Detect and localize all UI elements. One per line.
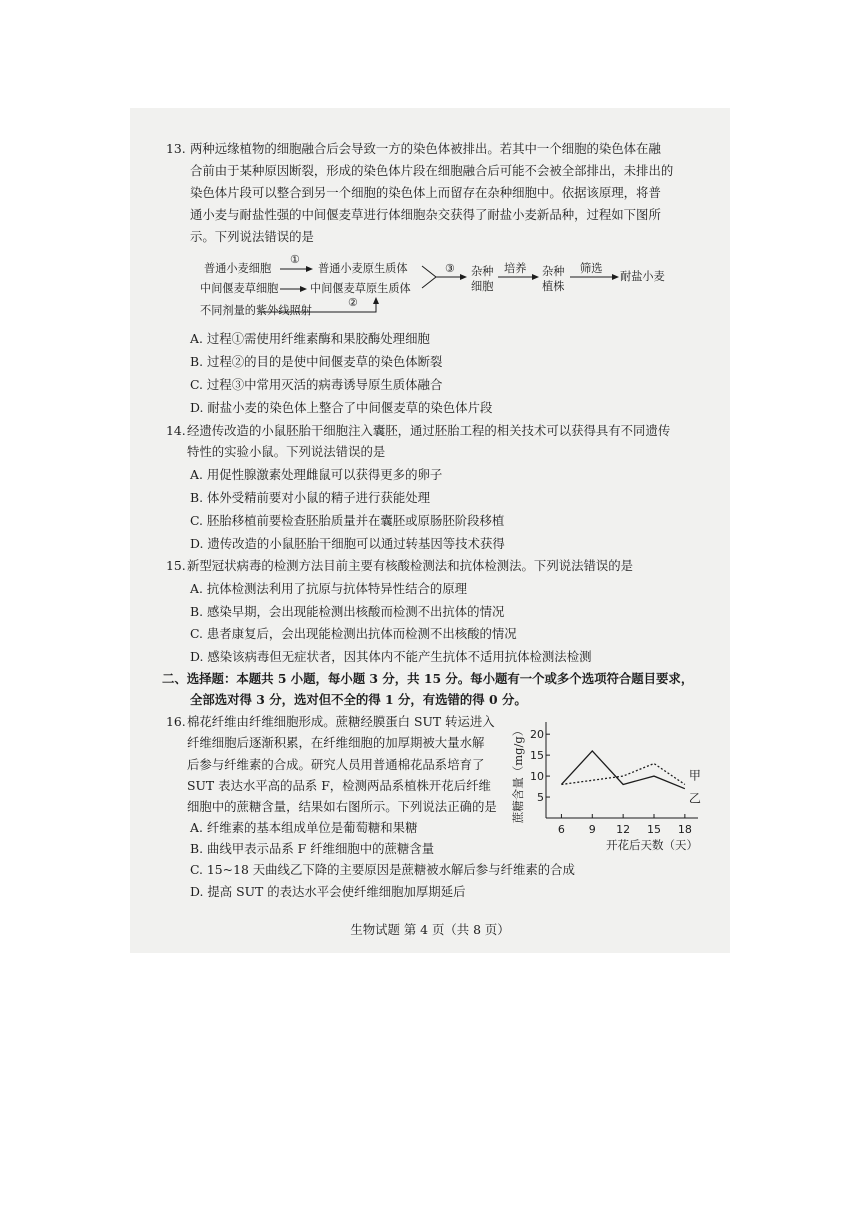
series-label-yi: 乙 xyxy=(688,791,701,806)
section2-heading-line-2: 全部选对得 3 分，选对但不全的得 1 分，有选错的得 0 分。 xyxy=(190,692,527,707)
q14-option-b: B. 体外受精前要对小鼠的精子进行获能处理 xyxy=(190,490,431,505)
x-tick-label: 18 xyxy=(677,823,692,836)
x-axis-label: 开花后天数（天） xyxy=(606,838,698,852)
flow-wheat-protoplast: 普通小麦原生质体 xyxy=(318,262,408,275)
flow-hybrid-cell-1: 杂种 xyxy=(471,265,494,278)
q15-option-a: A. 抗体检测法利用了抗原与抗体特异性结合的原理 xyxy=(190,581,468,596)
flow-grass-cell: 中间偃麦草细胞 xyxy=(200,282,279,295)
q14-stem-line-1: 经遗传改造的小鼠胚胎干细胞注入囊胚，通过胚胎工程的相关技术可以获得具有不同遗传 xyxy=(187,423,671,438)
flow-step3: ③ xyxy=(445,262,456,275)
q13-number: 13. xyxy=(166,141,186,156)
flow-hybrid-plant-1: 杂种 xyxy=(542,265,565,278)
flow-step1: ① xyxy=(290,253,301,266)
q13-option-d: D. 耐盐小麦的染色体上整合了中间偃麦草的染色体片段 xyxy=(190,400,493,415)
q15-option-c: C. 患者康复后，会出现能检测出抗体而检测不出核酸的情况 xyxy=(190,626,517,641)
q16-option-c: C. 15~18 天曲线乙下降的主要原因是蔗糖被水解后参与纤维素的合成 xyxy=(190,862,575,877)
flow-step2: ② xyxy=(348,296,359,309)
q13-option-b: B. 过程②的目的是使中间偃麦草的染色体断裂 xyxy=(190,354,443,369)
sucrose-line-chart xyxy=(510,708,710,858)
q13-stem-line-4: 通小麦与耐盐性强的中间偃麦草进行体细胞杂交获得了耐盐小麦新品种，过程如下图所 xyxy=(190,207,661,222)
flow-culture: 培养 xyxy=(504,262,527,275)
y-tick-label: 10 xyxy=(530,770,544,784)
q16-option-b: B. 曲线甲表示品系 F 纤维细胞中的蔗糖含量 xyxy=(190,841,435,856)
x-tick-label: 12 xyxy=(616,823,631,836)
q14-option-a: A. 用促性腺激素处理雌鼠可以获得更多的卵子 xyxy=(190,467,443,482)
exam-page xyxy=(130,108,730,953)
series-line-yi xyxy=(561,751,684,789)
y-tick-label: 5 xyxy=(537,791,544,805)
y-axis-label: 蔗糖含量（mg/g） xyxy=(511,724,525,824)
q14-option-c: C. 胚胎移植前要检查胚胎质量并在囊胚或原肠胚阶段移植 xyxy=(190,513,505,528)
q15-stem-line-1: 新型冠状病毒的检测方法目前主要有核酸检测法和抗体检测法。下列说法错误的是 xyxy=(187,558,634,573)
q13-stem-line-3: 染色体片段可以整合到另一个细胞的染色体上而留存在杂种细胞中。依据该原理，将普 xyxy=(190,185,661,200)
series-label-jia: 甲 xyxy=(688,768,701,783)
flow-screen: 筛选 xyxy=(580,262,603,275)
q14-option-d: D. 遗传改造的小鼠胚胎干细胞可以通过转基因等技术获得 xyxy=(190,536,505,551)
q14-stem-line-2: 特性的实验小鼠。下列说法错误的是 xyxy=(187,444,386,459)
x-tick-label: 15 xyxy=(647,823,661,836)
flow-grass-protoplast: 中间偃麦草原生质体 xyxy=(310,282,411,295)
x-tick-label: 9 xyxy=(588,823,596,836)
q15-option-d: D. 感染该病毒但无症状者，因其体内不能产生抗体不适用抗体检测法检测 xyxy=(190,649,592,664)
y-tick-label: 20 xyxy=(530,728,544,742)
q16-stem-line-4: SUT 表达水平高的品系 F，检测两品系植株开花后纤维 xyxy=(187,778,491,793)
page-footer: 生物试题 第 4 页（共 8 页） xyxy=(350,922,510,937)
flow-result: 耐盐小麦 xyxy=(620,270,665,283)
q16-option-d: D. 提高 SUT 的表达水平会使纤维细胞加厚期延后 xyxy=(190,884,466,899)
q13-stem-line-1: 两种远缘植物的细胞融合后会导致一方的染色体被排出。若其中一个细胞的染色体在融 xyxy=(190,141,661,156)
flow-uv: 不同剂量的紫外线照射 xyxy=(200,304,312,317)
section2-heading-line-1: 二、选择题：本题共 5 小题，每小题 3 分，共 15 分。每小题有一个或多个选项符合题目要求， xyxy=(162,671,694,686)
flow-wheat-cell: 普通小麦细胞 xyxy=(204,262,272,275)
q13-stem-line-5: 示。下列说法错误的是 xyxy=(190,229,314,244)
flow-hybrid-plant-2: 植株 xyxy=(542,280,565,293)
flow-hybrid-cell-2: 细胞 xyxy=(471,280,494,293)
q13-stem-line-2: 合前由于某种原因断裂，形成的染色体片段在细胞融合后可能不会被全部排出，未排出的 xyxy=(190,163,674,178)
q16-number: 16. xyxy=(166,714,186,729)
q15-number: 15. xyxy=(166,558,186,573)
q16-stem-line-1: 棉花纤维由纤维细胞形成。蔗糖经膜蛋白 SUT 转运进入 xyxy=(187,714,495,729)
q16-option-a: A. 纤维素的基本组成单位是葡萄糖和果糖 xyxy=(190,820,418,835)
q16-stem-line-2: 纤维细胞后逐渐积累，在纤维细胞的加厚期被大量水解 xyxy=(187,735,485,750)
q16-stem-line-3: 后参与纤维素的合成。研究人员用普通棉花品系培育了 xyxy=(187,757,485,772)
x-tick-label: 6 xyxy=(557,823,565,836)
q13-option-c: C. 过程③中常用灭活的病毒诱导原生质体融合 xyxy=(190,377,443,392)
y-tick-label: 15 xyxy=(530,749,544,763)
q15-option-b: B. 感染早期，会出现能检测出核酸而检测不出抗体的情况 xyxy=(190,604,505,619)
q13-option-a: A. 过程①需使用纤维素酶和果胶酶处理细胞 xyxy=(190,331,430,346)
q14-number: 14. xyxy=(166,423,186,438)
q16-stem-line-5: 细胞中的蔗糖含量，结果如右图所示。下列说法正确的是 xyxy=(187,799,497,814)
